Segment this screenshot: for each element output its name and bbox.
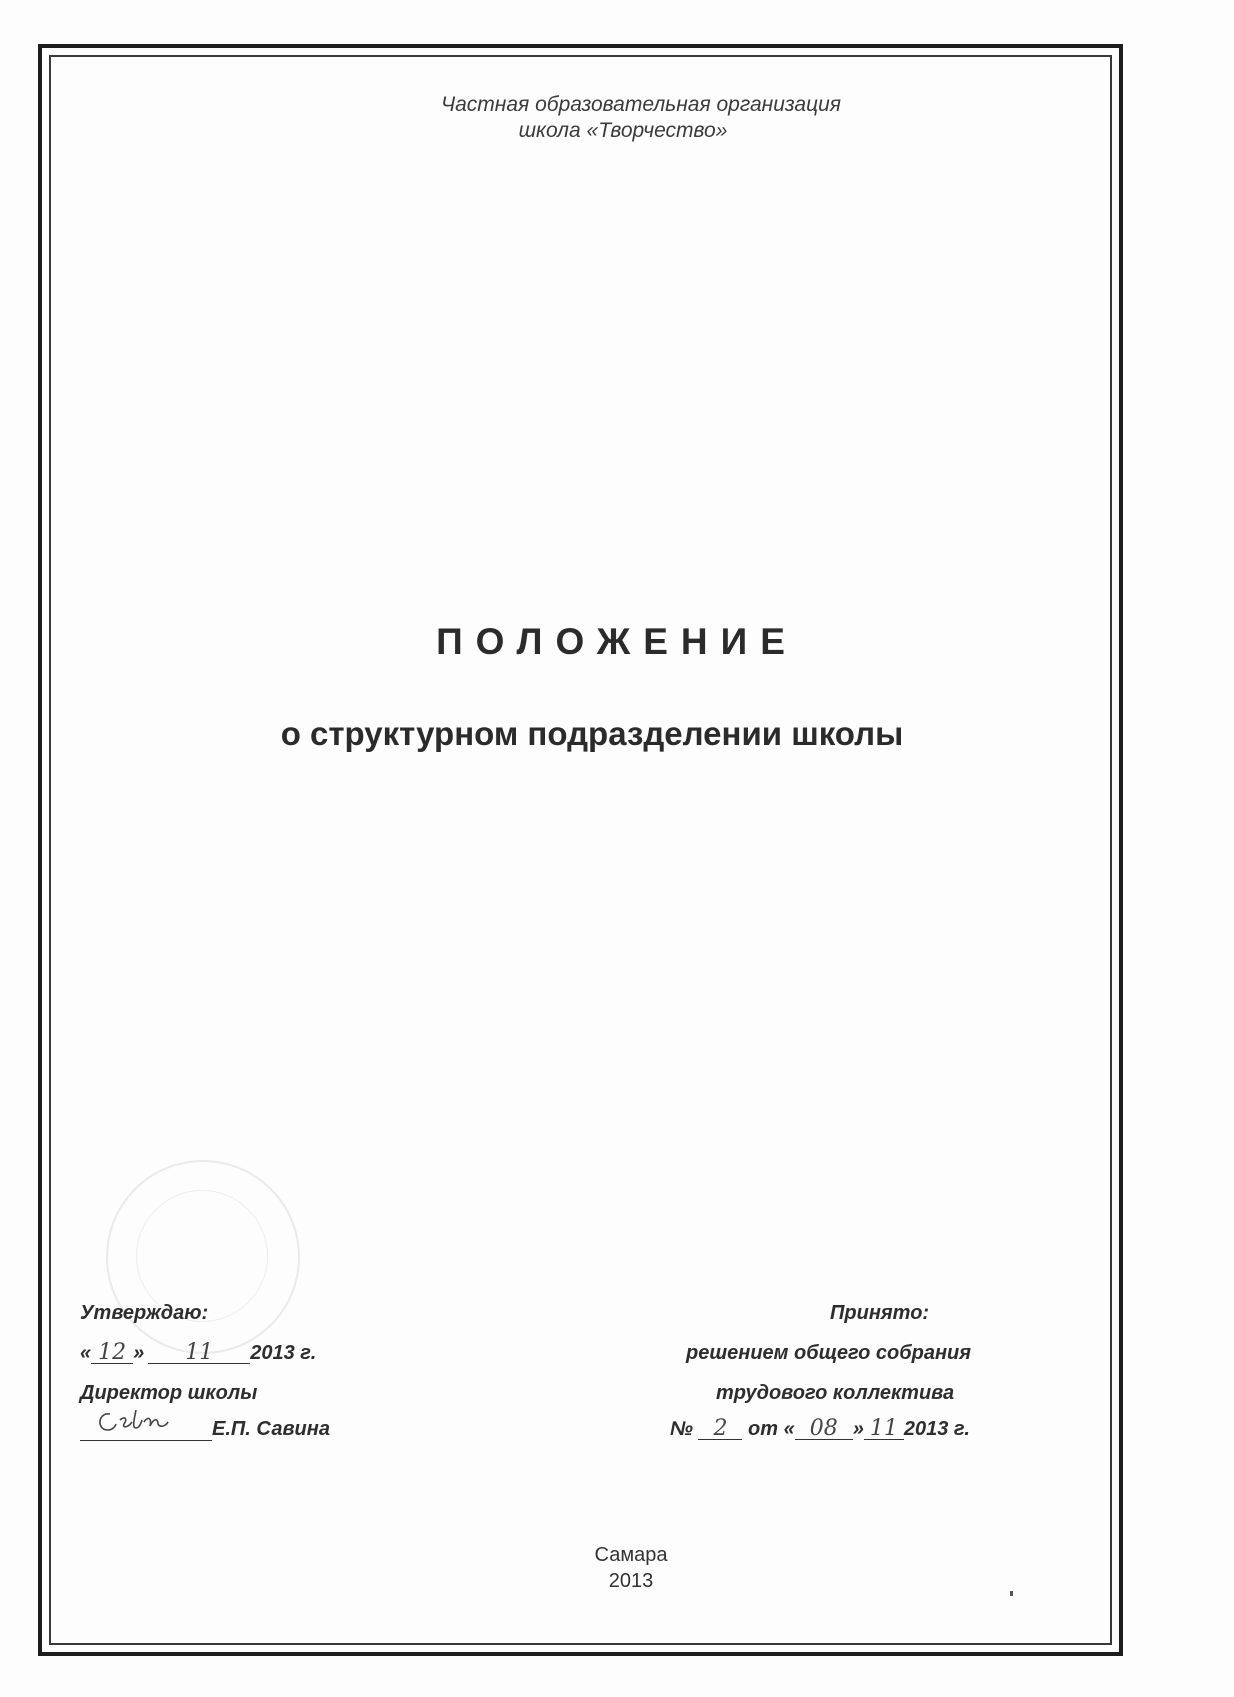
document-subtitle: о структурном подразделении школы (280, 715, 904, 752)
approval-date (80, 1342, 316, 1365)
document-title: ПОЛОЖЕНИЕ (436, 621, 798, 662)
approval-open-quote: « (80, 1342, 92, 1364)
organization-name-line-1: Частная образовательная организация (440, 93, 842, 116)
director-name: Е.П. Савина (212, 1418, 330, 1440)
adoption-day-handwritten: 08 (795, 1419, 853, 1440)
approval-label: Утверждаю: (80, 1302, 209, 1324)
adoption-line-2: трудового коллектива (716, 1382, 955, 1404)
adoption-number-handwritten: 2 (698, 1419, 742, 1440)
adoption-close-quote: » (852, 1418, 864, 1440)
adoption-protocol-line (670, 1418, 970, 1441)
director-signature (80, 1418, 212, 1441)
approval-year: 2013 г. (250, 1342, 317, 1364)
approval-close-quote: » (133, 1342, 145, 1364)
approval-month-handwritten: 11 (148, 1343, 250, 1364)
approval-signature-line (80, 1418, 330, 1441)
adoption-number-prefix: № (670, 1418, 693, 1440)
approval-position: Директор школы (80, 1382, 258, 1404)
city-name: Самара (594, 1544, 668, 1566)
organization-name-line-2: школа «Творчество» (518, 119, 728, 142)
adoption-month-handwritten: 11 (864, 1419, 904, 1440)
scan-speck (1010, 1591, 1013, 1596)
footer-year: 2013 (608, 1570, 654, 1592)
approval-day-handwritten: 12 (91, 1343, 133, 1364)
adoption-from-prefix: от « (748, 1418, 795, 1440)
adoption-year: 2013 г. (903, 1418, 970, 1440)
adoption-line-1: решением общего собрания (686, 1342, 972, 1364)
adoption-label: Принято: (830, 1302, 930, 1324)
handwritten-signature-icon (80, 1406, 212, 1436)
